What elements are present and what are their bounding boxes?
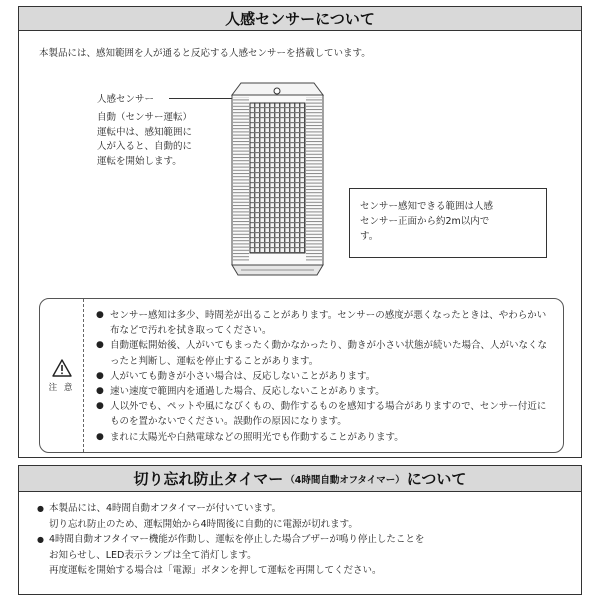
timer-list <box>37 501 571 579</box>
sensor-section-title: 人感センサーについて <box>19 7 581 31</box>
timer-title-end: について <box>406 470 467 488</box>
caution-item: ● 人以外でも、ペットや風になびくもの、動作するものを感知する場合がありますので、センサー付近にものを置かないでください。誤動作の原因になります。 <box>96 399 555 429</box>
auto-mode-line: 人が入ると、自動的に <box>97 141 193 152</box>
caution-side <box>40 299 84 452</box>
caution-box <box>39 298 564 453</box>
timer-title-sub: （4時間自動オフタイマー） <box>285 474 405 486</box>
range-line: センサー正面から約2m以内で <box>360 216 490 227</box>
sensor-intro: 本製品には、感知範囲を人が通ると反応する人感センサーを搭載しています。 <box>39 48 371 59</box>
timer-line: お知らせし、LED表示ランプは全て消灯します。 <box>49 549 257 561</box>
auto-mode-line: 運転中は、感知範囲に <box>97 126 193 138</box>
caution-label: 注 意 <box>48 382 75 393</box>
timer-line: 切り忘れ防止のため、運転開始から4時間後に自動的に電源が切れます。 <box>49 518 358 530</box>
timer-item <box>37 501 571 532</box>
auto-mode-line: 自動（センサー運転） <box>97 112 193 123</box>
timer-item <box>37 532 571 579</box>
timer-line: ● 4時間自動オフタイマー機能が作動し、運転を停止した場合ブザーが鳴り停止したことを <box>49 534 425 545</box>
caution-item: ● 速い速度で範囲内を通過した場合、反応しないことがあります。 <box>96 384 555 399</box>
caution-item: ● 人がいても動きが小さい場合は、反応しないことがあります。 <box>96 369 555 384</box>
range-line: す。 <box>360 231 379 242</box>
timer-title-main: 切り忘れ防止タイマー <box>133 470 284 488</box>
caution-list <box>96 308 555 445</box>
caution-item: ● まれに太陽光や白熱電球などの照明光でも作動することがあります。 <box>96 430 555 445</box>
timer-line: ● 本製品には、4時間自動オフタイマーが付いています。 <box>49 503 282 514</box>
caution-item: ● 自動運転開始後、人がいてもまったく動かなかったり、動きが小さい状態が続いた場合、人がいなくなったと判断し、運転を停止することがあります。 <box>96 338 555 368</box>
sensor-section <box>18 6 582 458</box>
heater-illustration <box>219 77 334 282</box>
timer-section-title <box>19 466 581 492</box>
timer-line: 再度運転を開始する場合は「電源」ボタンを押して運転を再開してください。 <box>49 565 382 576</box>
sensor-range-note <box>349 188 547 258</box>
auto-mode-description <box>97 111 227 169</box>
range-line: センサー感知できる範囲は人感 <box>360 201 494 212</box>
caution-item: ● センサー感知は多少、時間差が出ることがあります。センサーの感度が悪くなったときは、やわらかい布などで汚れを拭き取ってください。 <box>96 308 555 338</box>
auto-mode-line: 運転を開始します。 <box>97 155 182 167</box>
sensor-label: 人感センサー <box>97 94 155 105</box>
warning-triangle-icon <box>52 359 72 377</box>
timer-section <box>18 465 582 595</box>
